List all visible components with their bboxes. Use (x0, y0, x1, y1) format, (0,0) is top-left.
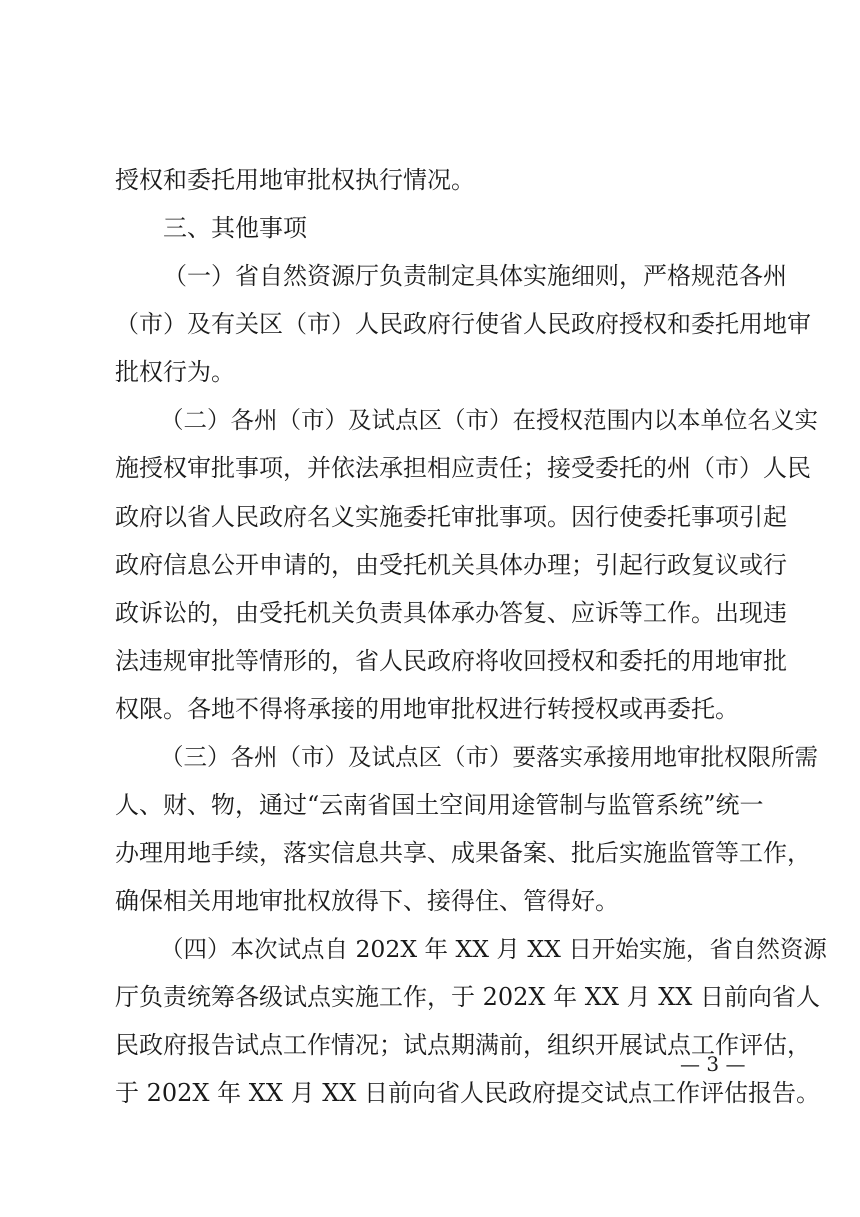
text-line: （三）各州（市）及试点区（市）要落实承接用地审批权限所需 (160, 743, 818, 771)
text-line: 法违规审批等情形的，省人民政府将收回授权和委托的用地审批 (115, 647, 787, 675)
text-line: 批权行为。 (115, 358, 235, 386)
text-line: （二）各州（市）及试点区（市）在授权范围内以本单位名义实 (160, 406, 818, 434)
text-line: 授权和委托用地审批权执行情况。 (115, 166, 475, 194)
text-line: （市）及有关区（市）人民政府行使省人民政府授权和委托用地审 (115, 310, 811, 338)
text-line: 施授权审批事项，并依法承担相应责任；接受委托的州（市）人民 (115, 454, 811, 482)
text-line: 办理用地手续，落实信息共享、成果备案、批后实施监管等工作， (115, 839, 811, 867)
text-line: 确保相关用地审批权放得下、接得住、管得好。 (115, 887, 619, 915)
page-number: — 3 — (680, 1052, 746, 1076)
text-line: （一）省自然资源厅负责制定具体实施细则，严格规范各州 (163, 262, 787, 290)
text-line: 厅负责统筹各级试点实施工作，于 202X 年 XX 月 XX 日前向省人 (115, 983, 821, 1011)
text-line: 政府信息公开申请的，由受托机关具体办理；引起行政复议或行 (115, 551, 787, 579)
text-line: 政诉讼的，由受托机关负责具体承办答复、应诉等工作。出现违 (115, 599, 787, 627)
text-line: （四）本次试点自 202X 年 XX 月 XX 日开始实施，省自然资源 (160, 935, 827, 963)
text-line: 于 202X 年 XX 月 XX 日前向省人民政府提交试点工作评估报告。 (115, 1079, 821, 1107)
text-line: 民政府报告试点工作情况；试点期满前，组织开展试点工作评估， (115, 1031, 811, 1059)
text-line: 人、财、物，通过“云南省国土空间用途管制与监管系统”统一 (115, 791, 764, 819)
section-heading: 三、其他事项 (163, 214, 307, 242)
text-line: 政府以省人民政府名义实施委托审批事项。因行使委托事项引起 (115, 503, 787, 531)
text-line: 权限。各地不得将承接的用地审批权进行转授权或再委托。 (115, 695, 739, 723)
